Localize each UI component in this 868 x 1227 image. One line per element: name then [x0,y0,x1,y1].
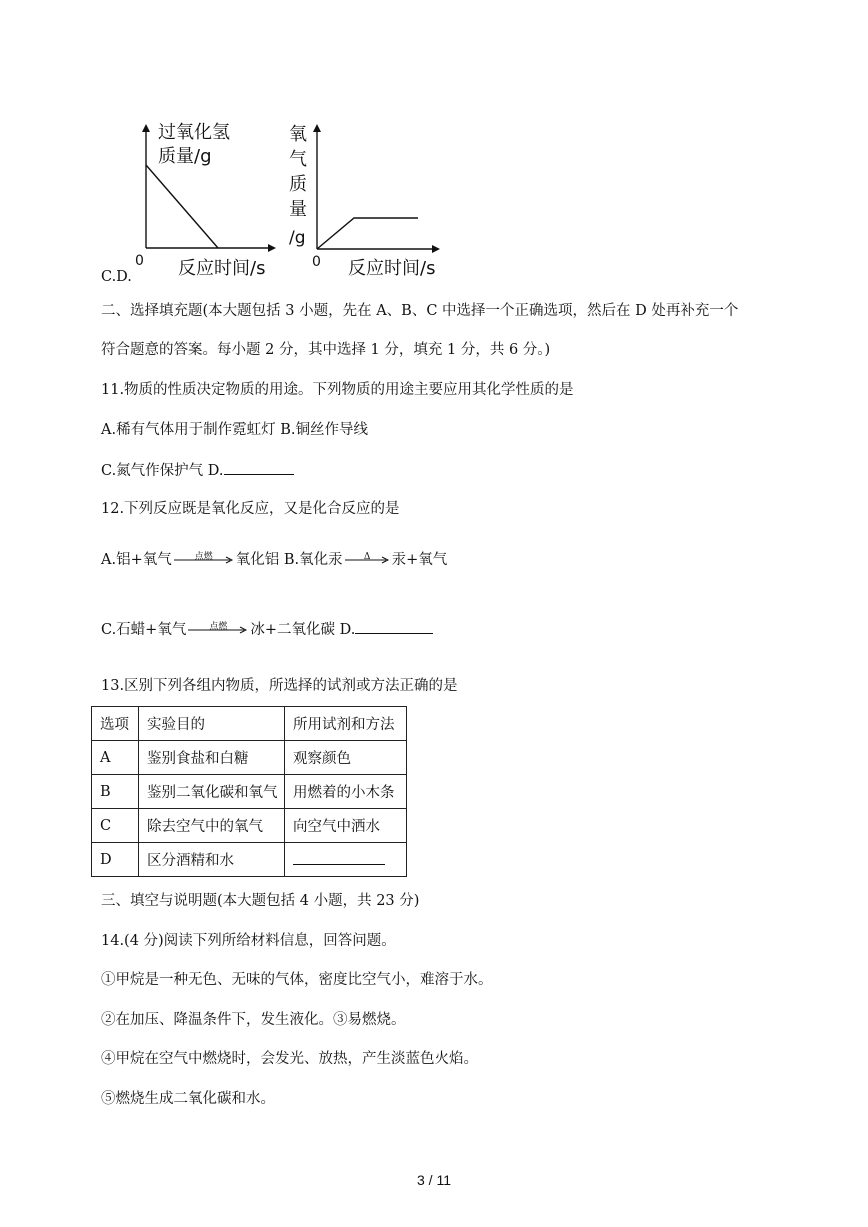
graph-c-x-arrow [268,244,276,252]
table-header-row [92,707,407,741]
q14-item-4: ④甲烷在空气中燃烧时，会发光、放热，产生淡蓝色火焰。 [101,1051,478,1067]
graph-d-y-arrow [313,124,321,132]
graph-d-ylabel-char: 气 [289,149,307,170]
q14-stem: 14.(4 分)阅读下列所给材料信息，回答问题。 [101,933,396,949]
table-cell: C [92,809,139,843]
table-header-cell: 实验目的 [139,707,285,741]
table-cell: 观察颜色 [285,741,407,775]
q12-a-left: A.铝+氧气 [101,552,172,568]
graph-d-origin: 0 [312,254,321,270]
q13-options-table [91,706,407,877]
reaction-condition: 点燃 [194,552,213,562]
q12-c-right: 冰+二氧化碳 D. [250,622,356,638]
q11-options-ab: A.稀有气体用于制作霓虹灯 B.铜丝作导线 [101,422,368,438]
graph-d-ylabel-char: 量 [289,199,307,220]
table-header-cell: 所用试剂和方法 [285,707,407,741]
table-cell: 鉴别食盐和白糖 [139,741,285,775]
graph-c-ylabel-line1: 过氧化氢 [158,122,230,143]
graph-c-curve [146,165,218,248]
q11-options-cd [101,460,294,481]
q12-stem: 12.下列反应既是氧化反应，又是化合反应的是 [101,501,400,517]
table-cell: D [92,843,139,877]
reaction-arrow [174,550,234,570]
section3-heading: 三、填空与说明题(本大题包括 4 小题，共 23 分) [101,893,420,909]
q11-stem: 11.物质的性质决定物质的用途。下列物质的用途主要应用其化学性质的是 [101,382,574,398]
q11-options-cd-text: C.氮气作保护气 D. [101,463,224,479]
q14-item-2: ②在加压、降温条件下，发生液化。③易燃烧。 [101,1012,406,1028]
graph-hydrogen-peroxide-mass [130,118,280,283]
reaction-condition: Δ [363,552,371,562]
graph-d-curve [317,218,418,249]
table-cell: A [92,741,139,775]
graph-d-x-arrow [432,245,440,253]
graph-c-origin: 0 [135,253,144,269]
graph-d-ylabel-char: 氧 [289,124,307,145]
table-row [92,741,407,775]
graph-c-xlabel: 反应时间/s [178,258,266,279]
table-cell: 区分酒精和水 [139,843,285,877]
q12-c-left: C.石蜡+氧气 [101,622,187,638]
q12-answer-blank[interactable] [355,619,433,634]
q13-stem: 13.区别下列各组内物质，所选择的试剂或方法正确的是 [101,678,458,694]
graph-oxygen-mass [284,118,444,283]
reaction-condition: 点燃 [209,622,228,632]
q12-options-ab [101,550,447,570]
graph-d-xlabel: 反应时间/s [348,258,436,279]
q14-item-5: ⑤燃烧生成二氧化碳和水。 [101,1091,275,1107]
table-cell: 向空气中洒水 [285,809,407,843]
q12-b-right: 汞+氧气 [391,552,448,568]
table-row [92,809,407,843]
page-number: 3 / 11 [417,1172,451,1188]
table-row [92,843,407,877]
table-cell: 用燃着的小木条 [285,775,407,809]
graph-c-y-arrow [142,124,150,132]
table-cell-answer [285,843,407,877]
q12-options-cd [101,619,433,640]
reaction-arrow [188,620,248,640]
q14-item-1: ①甲烷是一种无色、无味的气体，密度比空气小，难溶于水。 [101,972,493,988]
table-cell: B [92,775,139,809]
table-header-cell: 选项 [92,707,139,741]
section2-heading-line2: 符合题意的答案。每小题 2 分，其中选择 1 分，填充 1 分，共 6 分。) [101,342,551,358]
graph-d-ylabel-char: /g [289,228,306,248]
q10-options-label: C.D. [101,269,132,285]
q12-a-right: 氧化铝 B.氧化汞 [235,552,343,568]
reaction-arrow [345,550,390,570]
section2-heading-line1: 二、选择填充题(本大题包括 3 小题，先在 A、B、C 中选择一个正确选项，然后在 D 处再补充一个 [101,303,739,319]
table-row [92,775,407,809]
table-cell: 除去空气中的氧气 [139,809,285,843]
graph-c-ylabel-line2: 质量/g [158,146,212,167]
graph-d-ylabel-char: 质 [289,174,307,195]
table-cell: 鉴别二氧化碳和氧气 [139,775,285,809]
q13-answer-blank[interactable] [293,850,385,865]
q11-answer-blank[interactable] [224,460,294,475]
